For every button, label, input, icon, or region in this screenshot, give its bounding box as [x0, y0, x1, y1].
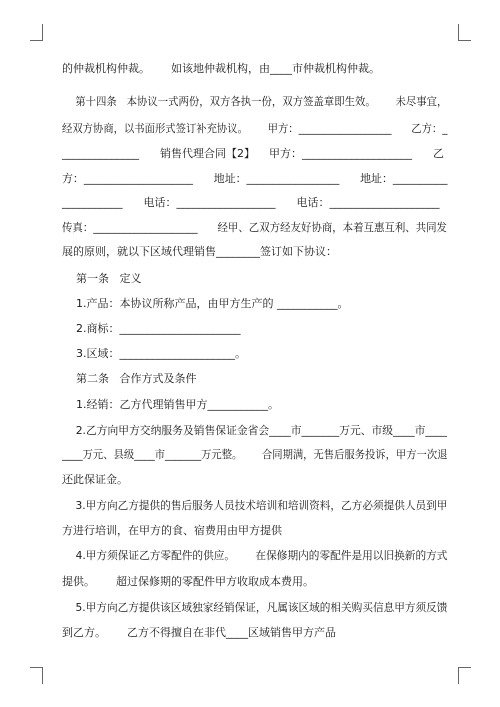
text-line: 方：____________________ 地址：_________________ 地址：__________	[62, 172, 448, 185]
text-line: 1.产品：本协议所称产品，由甲方生产的 ___________。	[62, 297, 349, 310]
crop-mark-top-left	[30, 24, 43, 41]
crop-mark-bottom-right	[458, 667, 471, 684]
text-line: ____万元、县级____市_______万元整。 合同期满，无售后服务投诉，甲方一次退	[62, 448, 448, 461]
text-line: 的仲裁机构仲裁。 如该地仲裁机构，由____市仲裁机构仲裁。	[62, 62, 380, 75]
text-line: 传真：____________________ 经甲、乙双方经友好协商，本着互惠互利、共同发	[62, 221, 447, 234]
crop-mark-bottom-left	[30, 667, 43, 684]
text-line: ___________ 电话：__________________ 电话：____________________	[62, 196, 440, 209]
text-line: 1.经销：乙方代理销售甲方___________。	[62, 398, 279, 411]
text-line: 还此保证金。	[62, 473, 128, 486]
text-line: 展的原则，就以下区域代理销售________签订如下协议：	[62, 245, 337, 258]
text-line: 2.乙方向甲方交纳服务及销售保证金省会____市_______万元、市级____市____	[62, 424, 447, 437]
crop-mark-top-right	[458, 24, 471, 41]
text-line: 2.商标：______________________	[62, 322, 241, 335]
text-line: 到乙方。 乙方不得擅自在非代____区域销售甲方产品	[62, 626, 336, 639]
text-line: 提供。 超过保修期的零配件甲方收取成本费用。	[62, 575, 314, 588]
text-line: 第十四条 本协议一式两份，双方各执一份，双方签盖章即生效。 未尽事宜，	[62, 95, 448, 108]
text-line: ______________ 销售代理合同【2】 甲方：____________________ 乙	[62, 147, 444, 160]
text-line: 方进行培训，在甲方的食、宿费用由甲方提供	[62, 524, 282, 537]
text-line: 第一条 定义	[62, 272, 142, 285]
text-line: 第二条 合作方式及条件	[62, 372, 197, 385]
text-line: 经双方协商，以书面形式签订补充协议。 甲方：__________________ 乙方：_	[62, 122, 448, 135]
text-line: 5.甲方向乙方提供该区域独家经销保证，凡属该区域的相关购买信息甲方须反馈	[62, 601, 448, 614]
text-line: 4.甲方须保证乙方零配件的供应。 在保修期内的零配件是用以旧换新的方式	[62, 549, 448, 562]
text-line: 3.甲方向乙方提供的售后服务人员技术培训和培训资料，乙方必须提供人员到甲	[62, 499, 448, 512]
text-line: 3.区域：_____________________。	[62, 347, 246, 360]
